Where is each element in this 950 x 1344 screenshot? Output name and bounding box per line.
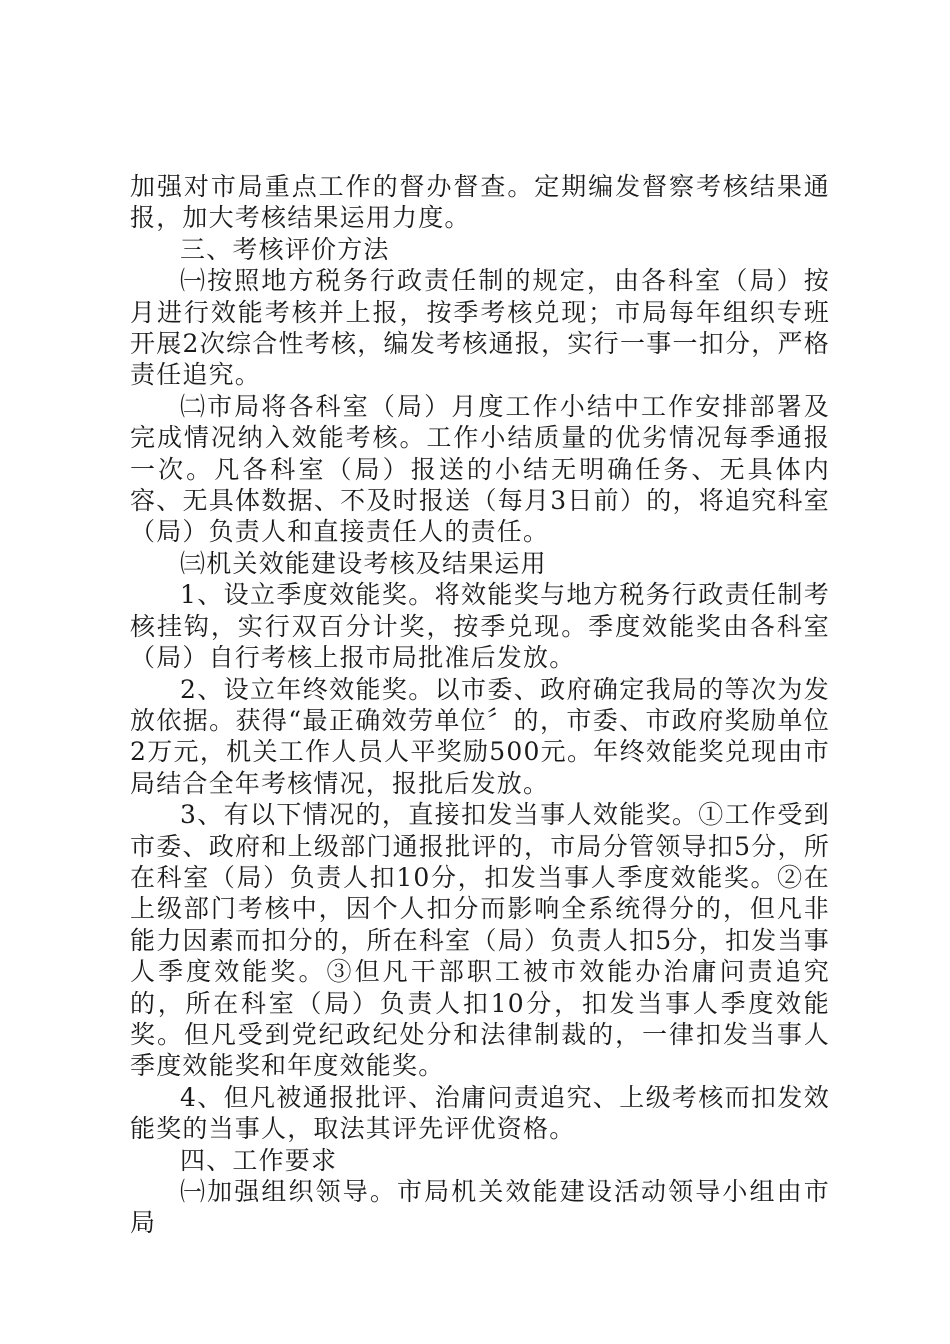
document-body: [130, 171, 830, 1239]
paragraph-deductions: 3、有以下情况的，直接扣发当事人效能奖。①工作受到市委、政府和上级部门通报批评的，市局分管领导扣5分，所在科室（局）负责人扣10分，扣发当事人季度效能奖。②在上级部门考核中，因个人扣分而影响全系统得分的，但凡非能力因素而扣分的，所在科室（局）负责人扣5分，扣发当事人季度效能奖。③但凡干部职工被市效能办治庸问责追究的，所在科室（局）负责人扣10分，扣发当事人季度效能奖。但凡受到党纪政纪处分和法律制裁的，一律扣发当事人季度效能奖和年度效能奖。: [130, 800, 830, 1081]
subheading-item-3: ㈢机关效能建设考核及结果运用: [180, 548, 547, 578]
section-heading-work-requirements: 四、工作要求: [180, 1145, 338, 1175]
paragraph-continuation: 加强对市局重点工作的督办督查。定期编发督察考核结果通报，加大考核结果运用力度。: [130, 172, 830, 233]
paragraph-quarterly-award: 1、设立季度效能奖。将效能奖与地方税务行政责任制考核挂钩，实行双百分计奖，按季兑现。季度效能奖由各科室（局）自行考核上报市局批准后发放。: [130, 580, 830, 673]
paragraph-item-1: ㈠按照地方税务行政责任制的规定，由各科室（局）按月进行效能考核并上报，按季考核兑现；市局每年组织专班开展2次综合性考核，编发考核通报，实行一事一扣分，严格责任追究。: [130, 266, 830, 390]
paragraph-annual-award: 2、设立年终效能奖。以市委、政府确定我局的等次为发放依据。获得“最正确效劳单位〞的，市委、市政府奖励单位2万元，机关工作人员人平奖励500元。年终效能奖兑现由市局结合全年考核情况，报批后发放。: [130, 674, 830, 798]
section-heading-assessment-methods: 三、考核评价方法: [180, 234, 390, 264]
paragraph-disqualification: 4、但凡被通报批评、治庸问责追究、上级考核而扣发效能奖的当事人，取法其评先评优资格。: [130, 1082, 830, 1144]
paragraph-organization-leadership: ㈠加强组织领导。市局机关效能建设活动领导小组由市局: [130, 1177, 830, 1238]
paragraph-item-2: ㈡市局将各科室（局）月度工作小结中工作安排部署及完成情况纳入效能考核。工作小结质量的优劣情况每季通报一次。凡各科室（局）报送的小结无明确任务、无具体内容、无具体数据、不及时报送（每月3日前）的，将追究科室（局）负责人和直接责任人的责任。: [130, 391, 830, 547]
